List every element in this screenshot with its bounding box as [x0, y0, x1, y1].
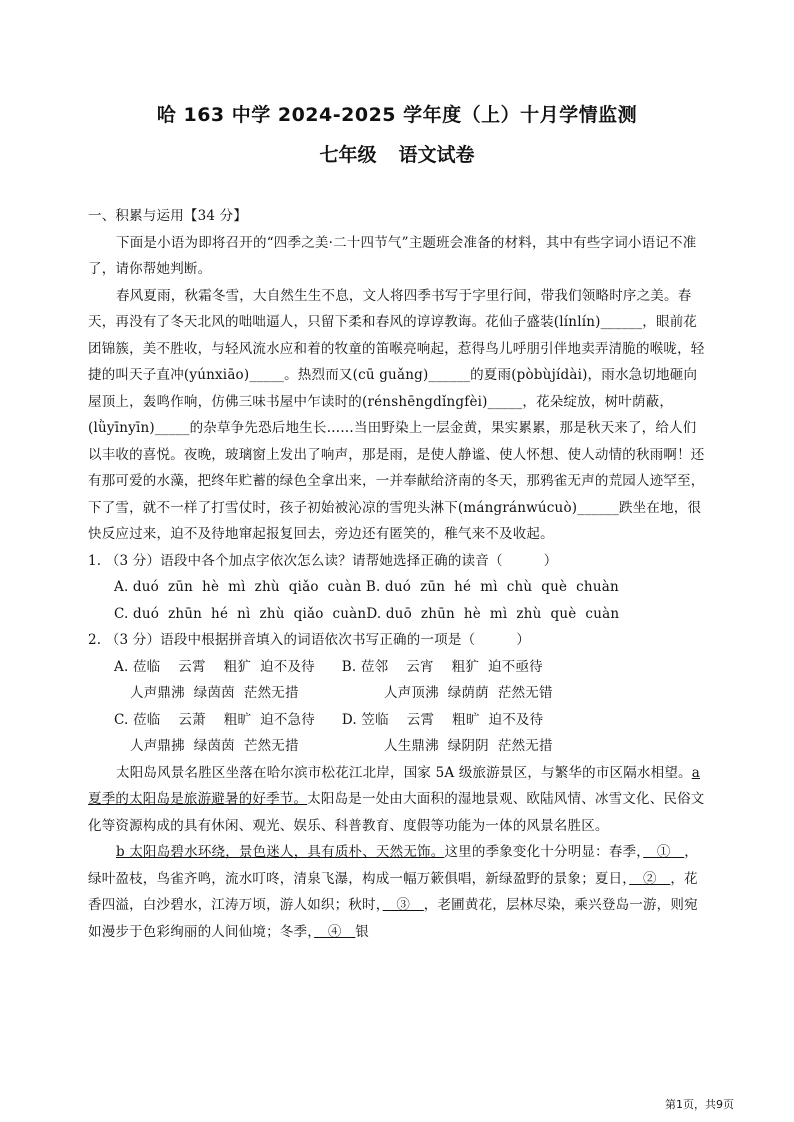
- sun-island-text-cont: 太阳岛是一处由大面积的湿地景观、欧陆风情、冰雪文化、民俗文化等资源构成的具有休闲、观光、娱乐、科普教育、度假等功能为一体的风景名胜区。: [88, 791, 705, 834]
- sun-island-paragraph-1: [88, 760, 708, 840]
- blank-3: ③: [382, 897, 424, 913]
- sun-island-text: 太阳岛风景名胜区坐落在哈尔滨市松花江北岸，国家 5A 级旅游景区，与繁华的市区隔水相望。: [116, 764, 692, 781]
- seasons-text: 这里的季象变化十分明显：春季，: [444, 844, 644, 860]
- seasons-text-winter: 银: [355, 923, 369, 940]
- question-1-options-ab: A. duó zūn hè mì zhù qiǎo cuàn B. duó zūn hé mì chù què chuàn: [114, 579, 619, 595]
- page-number: 第1页，共9页: [665, 1098, 734, 1111]
- question-1-options-cd: C. duó zhūn hé nì zhù qiǎo cuànD. duō zhūn hè mì zhù què cuàn: [114, 605, 620, 622]
- question-2-stem: 2. （3 分）语段中根据拼音填入的词语依次书写正确的一项是（ ）: [88, 632, 531, 648]
- blank-4: ④: [314, 923, 356, 940]
- blank-1: ①: [643, 844, 685, 860]
- seasons-text-summer: ，花香四溢，白沙碧水，江涛万顷，游人如织；秋时，: [88, 870, 698, 913]
- question-1-stem: 1. （3 分）语段中各个加点字依次怎么读？请帮她选择正确的读音（ ）: [88, 552, 558, 569]
- sentence-a-underlined: a 夏季的太阳岛是旅游避暑的好季节。: [88, 764, 700, 807]
- exam-body: [88, 203, 708, 945]
- question-2-options-ab-line2: 人声鼎沸 绿茵茵 茫然无措 人声顶沸 绿荫荫 茫然无错: [130, 685, 553, 701]
- exam-subtitle: [0, 140, 794, 167]
- sun-island-paragraph-2: [88, 839, 708, 945]
- grade-label: 七年级: [319, 144, 377, 166]
- section-heading: 一、积累与运用【34 分】: [88, 208, 248, 224]
- intro-paragraph: 下面是小语为即将召开的“四季之美·二十四节气”主题班会准备的材料，其中有些字词小语记不准了，请你帮她判断。: [88, 234, 697, 277]
- question-2-options-cd-line2: 人声鼎拂 绿茵茵 芒然无措 人生鼎沸 绿阴阴 茫然无措: [130, 738, 553, 754]
- seasons-text-autumn: ，老圃黄花，层林尽染，乘兴登岛一游，则宛如漫步于色彩绚丽的人间仙境；冬季，: [88, 897, 698, 940]
- blank-2: ②: [629, 870, 671, 887]
- question-2-options-cd-line1: C. 莅临 云萧 粗旷 迫不急待 D. 笠临 云霄 粗旷 迫不及待: [114, 711, 544, 728]
- exam-title: 哈 163 中学 2024-2025 学年度（上）十月学情监测: [156, 104, 638, 126]
- subject-label: 语文试卷: [398, 144, 475, 166]
- seasons-passage: 春风夏雨，秋霜冬雪，大自然生生不息，文人将四季书写于字里行间，带我们领略时序之美。春天，再没有了冬天北风的咄咄逼人，只留下柔和春风的谆谆教诲。花仙子盛装(línlín)______，眼前花团锦簇，美不胜收，与轻风流水应和着的牧童的笛喉亮响起，惹得鸟儿呼朋引伴地卖弄清脆的喉咙，轻捷的叫天子直冲(yúnxiāo)_____。热烈而又(cū guǎng)______的夏雨(pòbùjídài)，雨水急切地砸向屋顶上，轰鸣作响，仿佛三味书屋中乍读时的(rénshēngdǐngfèi)_____，花朵绽放，树叶荫蔽，(lǜyīnyīn)_____的杂草争先恐后地生长……当田野染上一层金黄，果实累累，那是秋天来了，给人们以丰收的喜悦。夜晚，玻璃窗上发出了响声，那是雨，是使人静谧、使人怀想、使人动情的秋雨啊！还有那可爱的水藻，把终年贮蓄的绿色全拿出来，一并奉献给济南的冬天，那鸦雀无声的荒园人迹罕至，下了雪，就不一样了打雪仗时，孩子初始被沁凉的雪兜头淋下(mángránwúcuò)______跌坐在地，很快反应过来，迫不及待地窜起报复回去，旁边还有匿笑的，稚气来不及收起。: [88, 287, 705, 542]
- question-2-options-ab-line1: A. 莅临 云霄 粗犷 迫不及待 B. 莅邻 云宵 粗犷 迫不亟待: [114, 658, 543, 675]
- sentence-b-underlined: b 太阳岛碧水环绕，景色迷人，具有质朴、天然无饰。: [116, 844, 445, 860]
- seasons-text-spring: ，绿叶盈枝，鸟雀齐鸣，流水叮咚，清泉飞瀑，构成一幅万簌俱唱，新绿盈野的景象；夏日，: [88, 844, 698, 887]
